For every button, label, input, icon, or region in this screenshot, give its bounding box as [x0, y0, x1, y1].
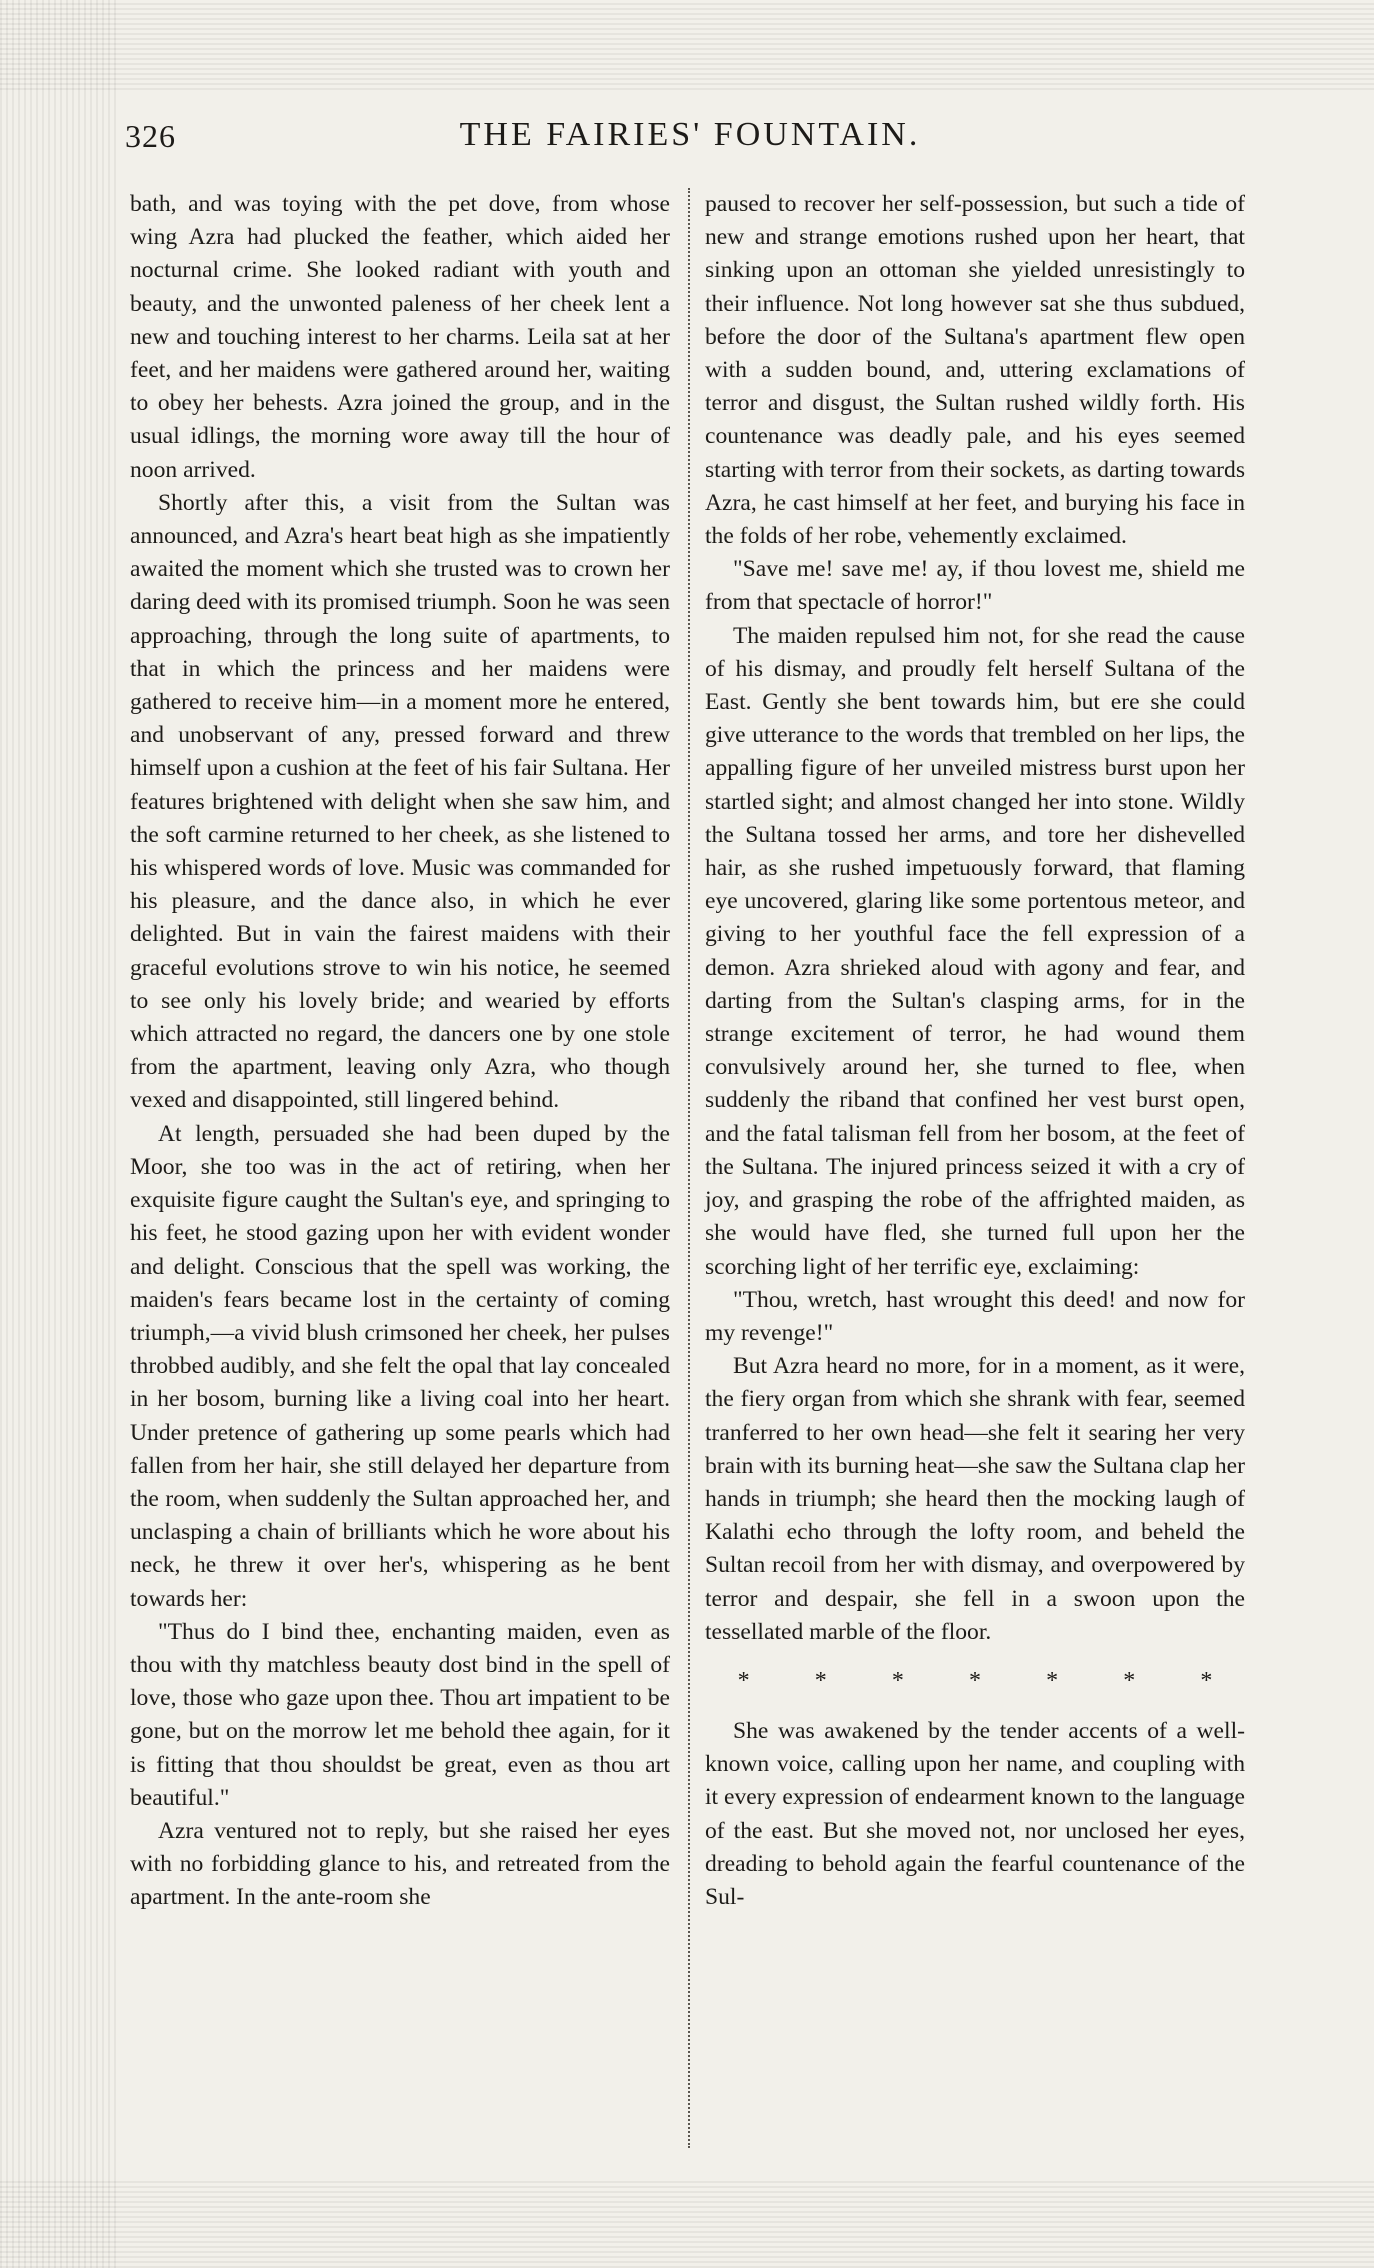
paragraph: paused to recover her self-possession, but such a tide of new and strange emotions rushed upon her heart, that sinking upon an ottoman she yielded unresistingly to their influence. Not long however sat she thus subdued, before the door of the Sultana's apartment flew open with a sudden bound, and, uttering exclamations of terror and disgust, the Sultan rushed wildly forth. His countenance was deadly pale, and his eyes seemed starting with terror from their sockets, as darting towards Azra, he cast himself at her feet, and burying his face in the folds of her robe, vehemently exclaimed.	[705, 191, 1245, 550]
paragraph: Azra ventured not to reply, but she raised her eyes with no forbidding glance to his, and retreated from the apartment. In the ante-room she	[130, 1817, 670, 1911]
paragraph: bath, and was toying with the pet dove, from whose wing Azra had plucked the feather, which aided her nocturnal crime. She looked radiant with youth and beauty, and the unwonted paleness of her cheek lent a new and touching interest to her charms. Leila sat at her feet, and her maidens were gathered around her, waiting to obey her behests. Azra joined the group, and in the usual idlings, the morning wore away till the hour of noon arrived.	[130, 191, 670, 483]
paragraph: "Thou, wretch, hast wrought this deed! and now for my revenge!"	[705, 1286, 1245, 1346]
paragraph: Shortly after this, a visit from the Sultan was announced, and Azra's heart beat high as she impatiently awaited the moment which she trusted was to crown her daring deed with its promised triumph. Soon he was seen approaching, through the long suite of apartments, to that in which the princess and her maidens were gathered to receive him—in a moment more he entered, and unobservant of any, pressed forward and threw himself upon a cushion at the feet of his fair Sultana. Her features brightened with delight when she saw him, and the soft carmine returned to her cheek, as she listened to his whispered words of love. Music was commanded for his pleasure, and the dance also, in which he ever delighted. But in vain the fairest maidens with their graceful evolutions strove to win his notice, he seemed to see only his lovely bride; and wearied by efforts which attracted no regard, the dancers one by one stole from the apartment, leaving only Azra, who though vexed and disappointed, still lingered behind.	[130, 489, 670, 1114]
scan-noise-top	[0, 0, 1374, 90]
asterisk: *	[968, 1668, 981, 1695]
asterisk: *	[891, 1668, 904, 1695]
running-title: THE FAIRIES' FOUNTAIN.	[459, 116, 921, 153]
asterisk: *	[1046, 1668, 1059, 1695]
asterisk: *	[1200, 1668, 1213, 1695]
paragraph: The maiden repulsed him not, for she read the cause of his dismay, and proudly felt herself Sultana of the East. Gently she bent towards him, but ere she could give utterance to the words that trembled on her lips, the appalling figure of her unveiled mistress burst upon her startled sight; and almost changed her into stone. Wildly the Sultana tossed her arms, and tore her dishevelled hair, as she rushed impetuously forward, that flaming eye uncovered, glaring like some portentous meteor, and giving to her youthful face the fell expression of a demon. Azra shrieked aloud with agony and fear, and darting from the Sultan's clasping arms, for in the strange excitement of terror, he had wound them convulsively around her, she turned to flee, when suddenly the riband that confined her vest burst open, and the fatal talisman fell from her bosom, at the feet of the Sultana. The injured princess seized it with a cry of joy, and grasping the robe of the affrighted maiden, as she would have fled, she turned full upon her the scorching light of her terrific eye, exclaiming:	[705, 622, 1245, 1280]
asterisk: *	[737, 1668, 750, 1695]
left-column	[130, 188, 670, 1915]
right-column	[705, 188, 1245, 1914]
column-divider	[688, 188, 690, 2148]
page-header	[125, 112, 1255, 160]
scan-noise-left	[0, 0, 120, 2268]
paragraph: At length, persuaded she had been duped by the Moor, she too was in the act of retiring, when her exquisite figure caught the Sultan's eye, and springing to his feet, he stood gazing upon her with evident wonder and delight. Conscious that the spell was working, the maiden's fears became lost in the certainty of coming triumph,—a vivid blush crimsoned her cheek, her pulses throbbed audibly, and she felt the opal that lay concealed in her bosom, burning like a living coal into her heart. Under pretence of gathering up some pearls which had fallen from her hair, she still delayed her departure from the room, when suddenly the Sultan approached her, and unclasping a chain of brilliants which he wore about his neck, he threw it over her's, whispering as he bent towards her:	[130, 1120, 670, 1612]
paragraph: "Thus do I bind thee, enchanting maiden, even as thou with thy matchless beauty dost bind in the spell of love, those who gaze upon thee. Thou art impatient to be gone, but on the morrow let me behold thee again, for it is fitting that thou shouldst be great, even as thou art beautiful."	[130, 1618, 670, 1811]
page-number: 326	[125, 118, 176, 154]
asterisk: *	[814, 1668, 827, 1695]
asterisk: *	[1123, 1668, 1136, 1695]
paragraph: "Save me! save me! ay, if thou lovest me, shield me from that spectacle of horror!"	[705, 556, 1245, 616]
section-break	[705, 1649, 1245, 1715]
paragraph: But Azra heard no more, for in a moment, as it were, the fiery organ from which she shrank with fear, seemed tranferred to her own head—she felt it searing her very brain with its burning heat—she saw the Sultana clap her hands in triumph; she heard then the mocking laugh of Kalathi echo through the lofty room, and beheld the Sultan recoil from her with dismay, and overpowered by terror and despair, she fell in a swoon upon the tessellated marble of the floor.	[705, 1353, 1245, 1645]
scan-noise-bottom	[0, 2178, 1374, 2268]
paragraph: She was awakened by the tender accents of a well-known voice, calling upon her name, and coupling with it every expression of endearment known to the language of the east. But she moved not, nor unclosed her eyes, dreading to behold again the fearful countenance of the Sul-	[705, 1717, 1245, 1910]
